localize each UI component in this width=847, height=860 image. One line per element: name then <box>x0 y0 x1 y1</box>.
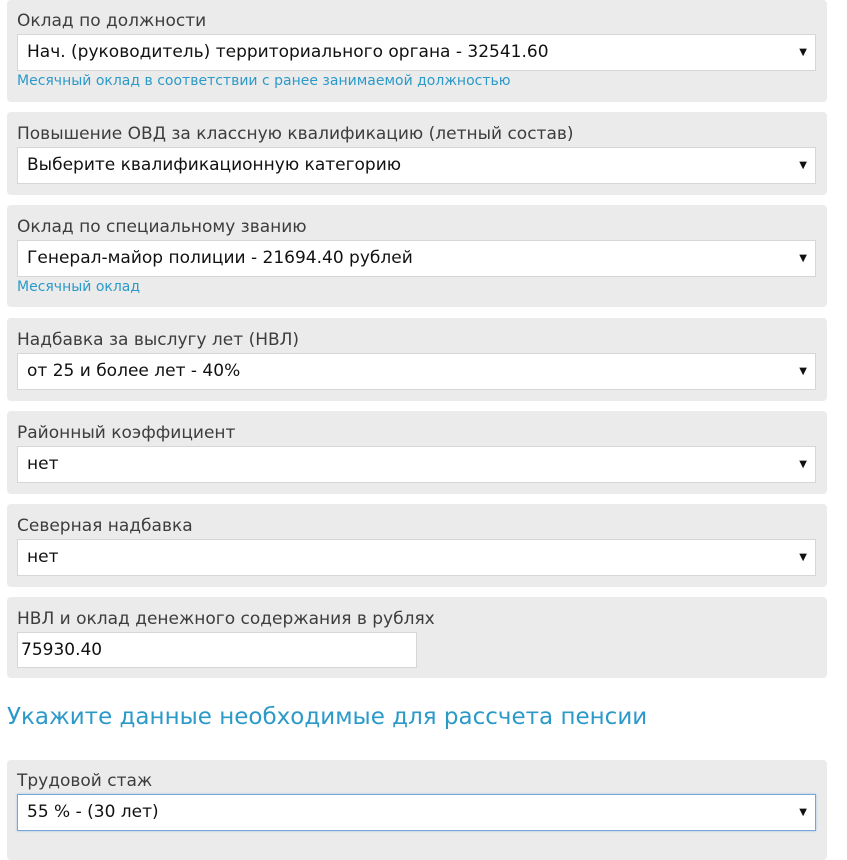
total-salary-label: НВЛ и оклад денежного содержания в рублях <box>17 609 435 629</box>
northern-bonus-select[interactable] <box>17 539 816 576</box>
class-qualification-select[interactable] <box>17 147 816 184</box>
chevron-down-icon: ▼ <box>799 807 807 818</box>
class-qualification-value: Выберите квалификационную категорию <box>27 155 402 175</box>
chevron-down-icon: ▼ <box>799 253 807 264</box>
salary-position-label: Оклад по должности <box>17 11 207 31</box>
seniority-bonus-label: Надбавка за выслугу лет (НВЛ) <box>17 330 300 350</box>
rank-salary-group <box>7 205 827 307</box>
chevron-down-icon: ▼ <box>799 459 807 470</box>
regional-coefficient-value: нет <box>27 454 59 474</box>
rank-salary-hint: Месячный оклад <box>17 279 141 295</box>
salary-position-select[interactable] <box>17 34 816 71</box>
chevron-down-icon: ▼ <box>799 366 807 377</box>
rank-salary-label: Оклад по специальному званию <box>17 217 307 237</box>
salary-position-hint: Месячный оклад в соответствии с ранее занимаемой должностью <box>17 73 511 89</box>
work-experience-label: Трудовой стаж <box>17 771 153 791</box>
total-salary-field[interactable]: 75930.40 <box>17 632 417 668</box>
chevron-down-icon: ▼ <box>799 47 807 58</box>
northern-bonus-label: Северная надбавка <box>17 516 193 536</box>
northern-bonus-value: нет <box>27 547 59 567</box>
work-experience-select[interactable] <box>17 794 816 831</box>
chevron-down-icon: ▼ <box>799 552 807 563</box>
seniority-bonus-select[interactable] <box>17 353 816 390</box>
salary-position-value: Нач. (руководитель) территориального органа - 32541.60 <box>27 42 549 62</box>
class-qualification-label: Повышение ОВД за классную квалификацию (летный состав) <box>17 124 574 144</box>
chevron-down-icon: ▼ <box>799 160 807 171</box>
rank-salary-value: Генерал-майор полиции - 21694.40 рублей <box>27 248 413 268</box>
regional-coefficient-group <box>7 411 827 494</box>
northern-bonus-group <box>7 504 827 587</box>
rank-salary-select[interactable] <box>17 240 816 277</box>
regional-coefficient-label: Районный коэффициент <box>17 423 236 443</box>
work-experience-value: 55 % - (30 лет) <box>27 802 159 822</box>
regional-coefficient-select[interactable] <box>17 446 816 483</box>
seniority-bonus-value: от 25 и более лет - 40% <box>27 361 241 381</box>
total-salary-group <box>7 597 827 678</box>
salary-position-group <box>7 0 827 102</box>
seniority-bonus-group <box>7 318 827 401</box>
class-qualification-group <box>7 112 827 195</box>
pension-section-heading: Укажите данные необходимые для рассчета пенсии <box>7 704 648 730</box>
work-experience-group <box>7 760 827 860</box>
